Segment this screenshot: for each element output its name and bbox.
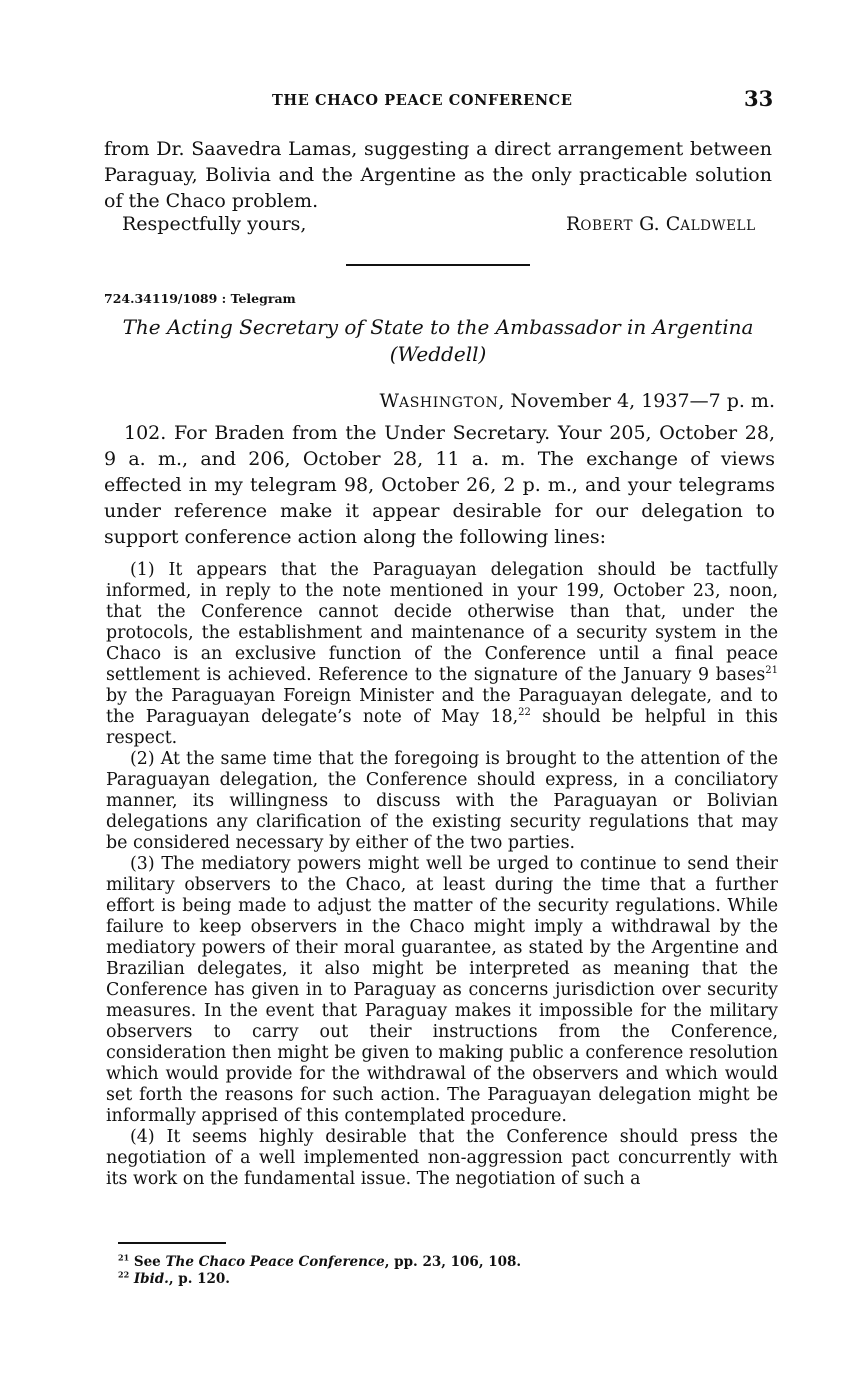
footnote-22-ibid: Ibid. (129, 1271, 169, 1287)
closing: Respectfully yours, (122, 213, 307, 235)
telegram-intro: 102. For Braden from the Under Secretary. Your 205, October 28, 9 a. m., and 206, October 28, 11 a. m. The exchange of views effected in my telegram 98, October 26, 2 p. m., and your telegrams under reference make it appear desirable for our delegation to support conference action along the following lines: (104, 422, 775, 548)
footnote-ref-21[interactable]: 21 (765, 665, 778, 677)
signature (566, 213, 756, 235)
document-title (104, 314, 772, 368)
paragraph-1-part-a: (1) It appears that the Paraguayan delegation should be tactfully informed, in reply to the note mentioned in your 199, October 23, noon, that the Conference cannot decide otherwise than that, under the protocols, the establishment and maintenance of a security system in the Chaco is an exclusive function of the Conference until a final peace settlement is achieved. Reference to the signature of the January 9 bases (106, 560, 778, 685)
signature-initial: R (566, 213, 581, 235)
page-number: 33 (744, 86, 774, 111)
paragraph-1-part-b: by the Paraguayan Foreign Minister and the Paraguayan delegate, and to the Paraguayan delegate’s note of May 18, (106, 686, 778, 727)
paragraph-3: (3) The mediatory powers might well be urged to continue to send their military observers to the Chaco, at least during the time that a further effort is being made to adjust the matter of the security regulations. While failure to keep observers in the Chaco might imply a withdrawal by the mediatory powers of their moral guarantee, as stated by the Argentine and Brazilian delegates, it also might be interpreted as meaning that the Conference has given in to Paraguay as concerns jurisdiction over security measures. In the event that Paraguay makes it impossible for the military observers to carry out their instructions from the Conference, consideration then might be given to making public a conference resolution which would provide for the withdrawal of the observers and which would set forth the reasons for such action. The Paraguayan delegation might be informally apprised of this contemplated procedure. (106, 854, 778, 1126)
file-reference: 724.34119/1089 : Telegram (104, 291, 296, 306)
section-divider (346, 264, 530, 266)
footnote-21 (118, 1254, 521, 1271)
dateline-date: , November 4, 1937—7 p. m. (498, 390, 775, 412)
document-title-line2: (Weddell) (389, 342, 487, 366)
paragraph-1 (106, 560, 778, 749)
footnote-21-mark: 21 (118, 1252, 130, 1263)
footnote-21-suffix: , pp. 23, 106, 108. (384, 1254, 522, 1270)
footnotes (118, 1254, 521, 1288)
footnote-21-title: The Chaco Peace Conference (165, 1254, 385, 1270)
running-title: THE CHACO PEACE CONFERENCE (272, 92, 573, 109)
signature-last-name: ALDWELL (680, 218, 756, 234)
previous-letter-text: from Dr. Saavedra Lamas, suggesting a direct arrangement between Paraguay, Bolivia and the Argentine as the only practicable solution of the Chaco problem. (104, 138, 772, 212)
paragraph-1-part-c: should be helpful in this respect. (106, 707, 778, 748)
footnote-22-mark: 22 (118, 1269, 130, 1280)
footnote-22 (118, 1271, 521, 1288)
footnote-ref-22[interactable]: 22 (518, 707, 531, 719)
footnote-21-prefix: See (129, 1254, 166, 1270)
signature-middle: G. (633, 213, 666, 235)
footnote-rule (118, 1242, 226, 1244)
paragraph-2: (2) At the same time that the foregoing is brought to the attention of the Paraguayan delegation, the Conference should express, in a conciliatory manner, its willingness to discuss with the Paraguayan or Bolivian delegations any clarification of the existing security regulations that may be considered necessary by either of the two parties. (106, 749, 778, 853)
telegram-body (106, 560, 778, 1190)
paragraph-4: (4) It seems highly desirable that the Conference should press the negotiation of a well implemented non-aggression pact concurrently with its work on the fundamental issue. The negotiation of such a (106, 1127, 778, 1189)
document-title-line1: The Acting Secretary of State to the Ambassador in Argentina (122, 315, 754, 339)
dateline-place: ASHINGTON (399, 395, 499, 411)
signature-last-initial: C (665, 213, 681, 235)
footnote-22-suffix: , p. 120. (168, 1271, 230, 1287)
dateline (104, 390, 775, 412)
signature-first-name: OBERT (580, 218, 634, 234)
dateline-place-initial: W (379, 390, 400, 412)
